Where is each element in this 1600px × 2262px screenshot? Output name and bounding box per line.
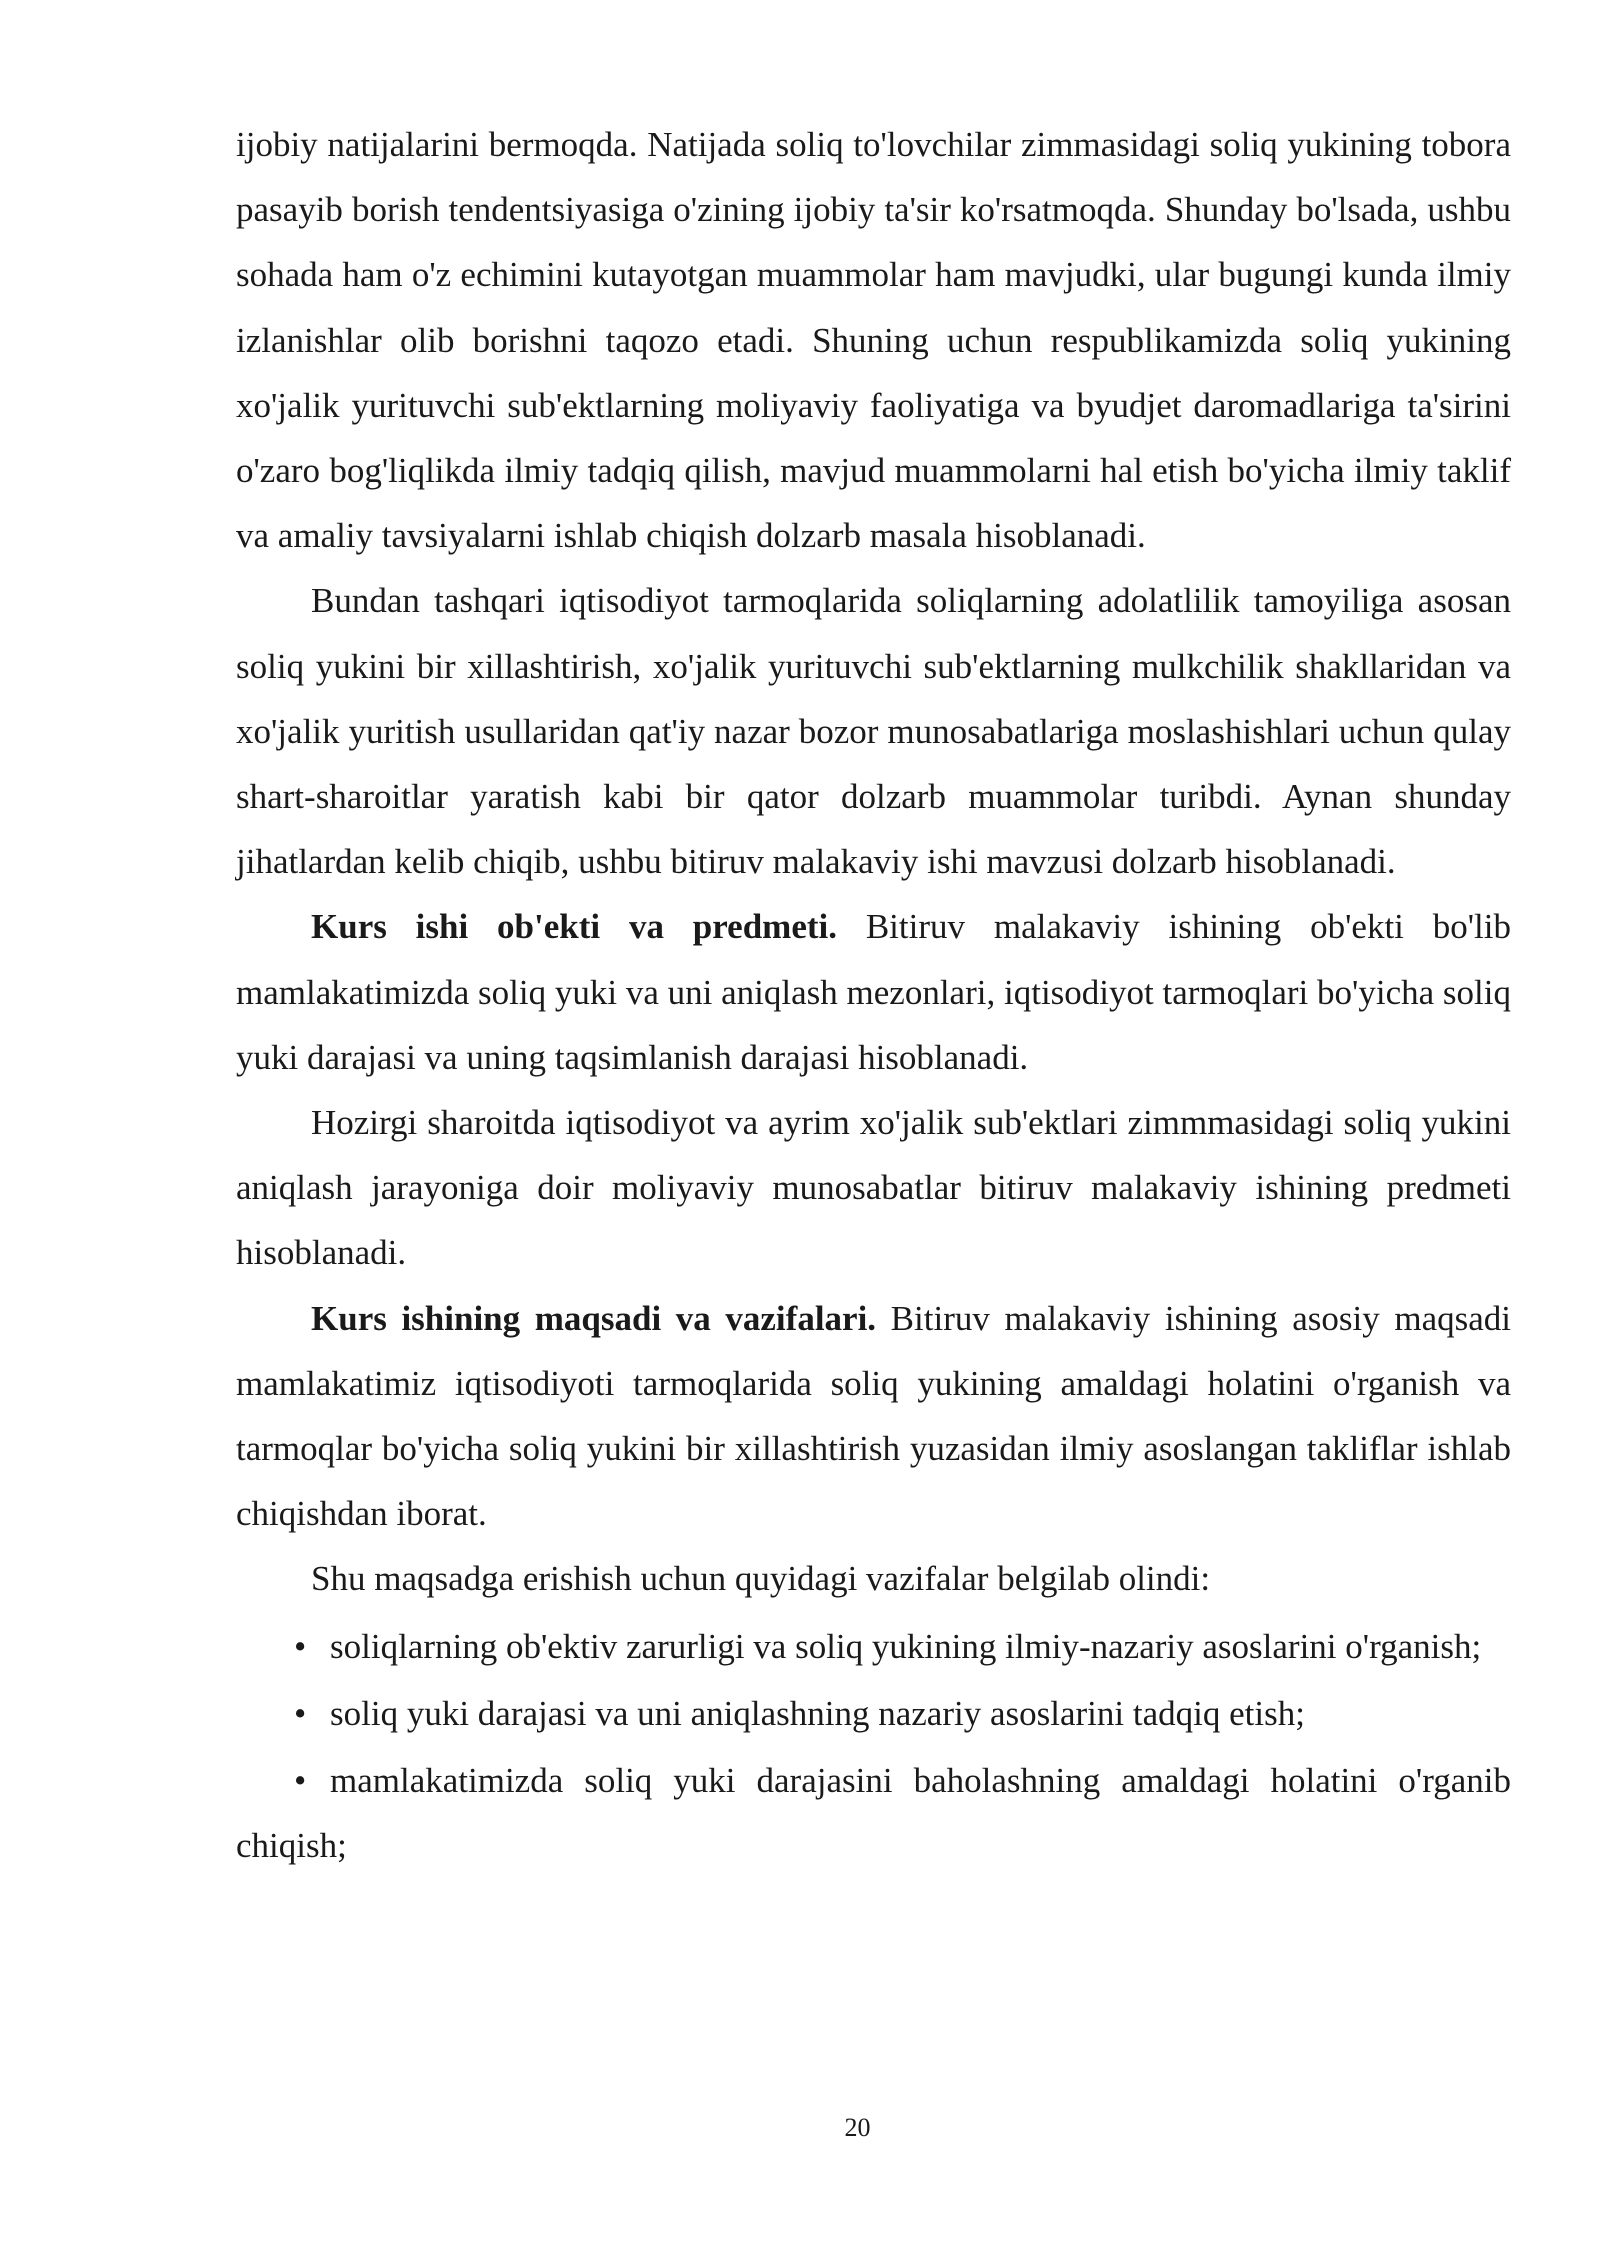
- list-item-text: soliqlarning ob'ektiv zarurligi va soliq yukining ilmiy-nazariy asoslarini o'rganish;: [330, 1626, 1482, 1666]
- paragraph-text: Bitiruv malakaviy ishining ob'ekti bo'lib mamlakatimizda soliq yuki va uni aniqlash mezonlari, iqtisodiyot tarmoqlari bo'yicha soliq yuki darajasi va uning taqsimlanish darajasi hisoblanadi.: [236, 907, 1511, 1077]
- paragraph-text: Shu maqsadga erishish uchun quyidagi vazifalar belgilab olindi:: [311, 1559, 1211, 1599]
- paragraph-subject: [236, 1090, 1511, 1286]
- paragraph-tasks-intro: [236, 1546, 1511, 1611]
- bullet-icon: •: [294, 1626, 307, 1666]
- paragraph-text: Bitiruv malakaviy ishining asosiy maqsadi mamlakatimiz iqtisodiyoti tarmoqlarida soliq yukining amaldagi holatini o'rganish va tarmoqlar bo'yicha soliq yukini bir xillashtirish yuzasidan ilmiy asoslangan takliflar ishlab chiqishdan iborat.: [236, 1298, 1511, 1534]
- list-item-text: mamlakatimizda soliq yuki darajasini baholashning amaldagi holatini o'rganib chiqish;: [236, 1761, 1511, 1866]
- page-body: [236, 112, 1511, 1878]
- paragraph-heading: Kurs ishi ob'ekti va predmeti.: [311, 907, 837, 947]
- page-number: 20: [844, 2113, 871, 2142]
- paragraph-text: ijobiy natijalarini bermoqda. Natijada soliq to'lovchilar zimmasidagi soliq yukining tobora pasayib borish tendentsiyasiga o'zining ijobiy ta'sir ko'rsatmoqda. Shunday bo'lsada, ushbu sohada ham o'z echimini kutayotgan muammolar ham mavjudki, ular bugungi kunda ilmiy izlanishlar olib borishni taqozo etadi. Shuning uchun respublikamizda soliq yukining xo'jalik yurituvchi sub'ektlarning moliyaviy faoliyatiga va byudjet daromadlariga ta'sirini o'zaro bog'liqlikda ilmiy tadqiq qilish, mavjud muammolarni hal etish bo'yicha ilmiy taklif va amaliy tavsiyalarni ishlab chiqish dolzarb masala hisoblanadi.: [236, 125, 1511, 556]
- bullet-icon: •: [294, 1761, 307, 1801]
- bullet-icon: •: [294, 1693, 307, 1733]
- list-item: [236, 1614, 1511, 1679]
- list-item: [236, 1681, 1511, 1746]
- paragraph-text: Hozirgi sharoitda iqtisodiyot va ayrim xo'jalik sub'ektlari zimmmasidagi soliq yukini aniqlash jarayoniga doir moliyaviy munosabatlar bitiruv malakaviy ishining predmeti hisoblanadi.: [236, 1103, 1511, 1273]
- paragraph-goals-tasks: [236, 1286, 1511, 1547]
- paragraph-text: Bundan tashqari iqtisodiyot tarmoqlarida soliqlarning adolatlilik tamoyiliga asosan soliq yukini bir xillashtirish, xo'jalik yurituvchi sub'ektlarning mulkchilik shakllaridan va xo'jalik yuritish usullaridan qat'iy nazar bozor munosabatlariga moslashishlari uchun qulay shart-sharoitlar yaratish kabi bir qator dolzarb muammolar turibdi. Aynan shunday jihatlardan kelib chiqib, ushbu bitiruv malakaviy ishi mavzusi dolzarb hisoblanadi.: [236, 581, 1511, 882]
- list-item-text: soliq yuki darajasi va uni aniqlashning nazariy asoslarini tadqiq etish;: [330, 1693, 1305, 1733]
- paragraph-heading: Kurs ishining maqsadi va vazifalari.: [311, 1298, 877, 1338]
- task-list: [236, 1614, 1511, 1879]
- list-item: [236, 1748, 1511, 1878]
- paragraph-object-subject: [236, 894, 1511, 1090]
- paragraph-continuation: [236, 112, 1511, 568]
- paragraph-relevance: [236, 568, 1511, 894]
